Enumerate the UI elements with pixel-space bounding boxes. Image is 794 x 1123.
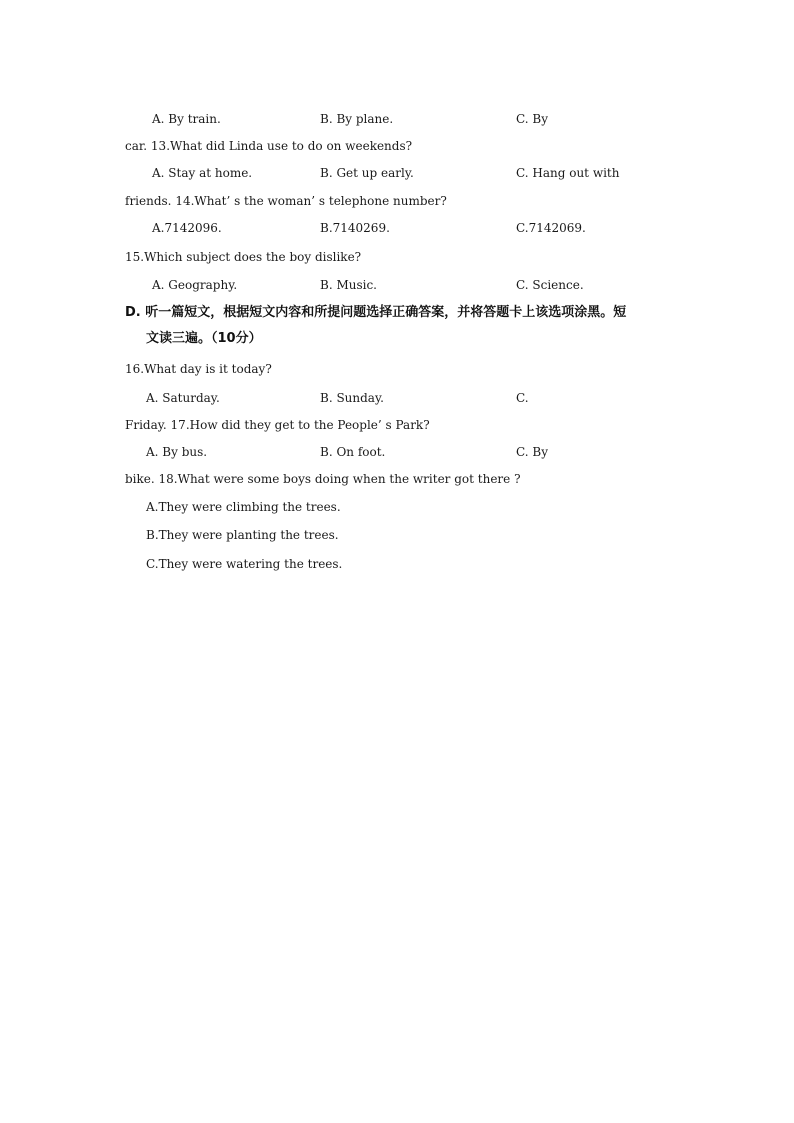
section-d-instruction-line2: 文读三遍。（10分） (146, 331, 262, 346)
q18-option-a: A.They were climbing the trees. (146, 500, 341, 514)
q15-option-c: C. Science. (516, 278, 584, 292)
q17-option-a: A. By bus. (146, 445, 208, 459)
q18-question-line: bike. 18.What were some boys doing when the writer got there ? (125, 472, 521, 486)
q15-question: 15.Which subject does the boy dislike? (125, 250, 362, 264)
q14-option-c: C.7142069. (516, 221, 586, 235)
q16-option-a: A. Saturday. (146, 391, 220, 405)
q13-option-b: B. Get up early. (320, 166, 414, 180)
q14-option-b: B.7140269. (320, 221, 390, 235)
q12-option-a: A. By train. (152, 112, 221, 126)
q13-option-c: C. Hang out with (516, 166, 620, 180)
q15-option-a: A. Geography. (152, 278, 238, 292)
q16-option-c: C. (516, 391, 529, 405)
q17-option-b: B. On foot. (320, 445, 386, 459)
q15-option-b: B. Music. (320, 278, 377, 292)
q12-option-b: B. By plane. (320, 112, 394, 126)
q17-question-line: Friday. 17.How did they get to the People’ s Park? (125, 418, 430, 432)
q14-option-a: A.7142096. (152, 221, 222, 235)
q14-question-line: friends. 14.What’ s the woman’ s telephone number? (125, 194, 447, 208)
q16-question: 16.What day is it today? (125, 362, 272, 376)
q18-option-c: C.They were watering the trees. (146, 557, 343, 571)
q12-option-c: C. By (516, 112, 548, 126)
q13-question-line: car. 13.What did Linda use to do on weekends? (125, 139, 413, 153)
q17-option-c: C. By (516, 445, 548, 459)
section-d-instruction-line1: D. 听一篇短文，根据短文内容和所提问题选择正确答案，并将答题卡上该选项涂黑。短 (125, 305, 627, 320)
q13-option-a: A. Stay at home. (152, 166, 253, 180)
q18-option-b: B.They were planting the trees. (146, 528, 339, 542)
q16-option-b: B. Sunday. (320, 391, 384, 405)
